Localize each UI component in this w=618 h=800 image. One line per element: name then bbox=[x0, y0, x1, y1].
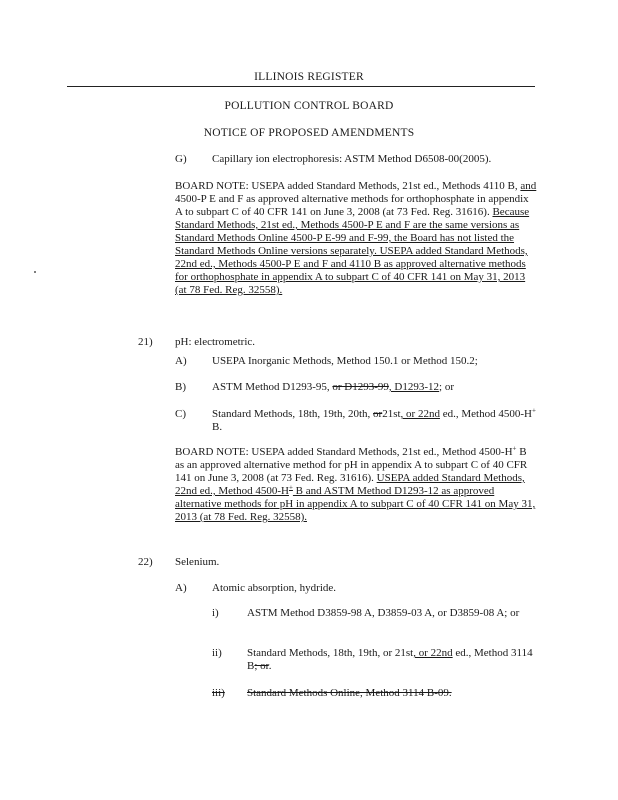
item-22a-number: A) bbox=[175, 582, 187, 594]
item-21-number: 21) bbox=[138, 336, 153, 348]
item-21c-number: C) bbox=[175, 408, 186, 420]
board-note-orthophosphate bbox=[175, 180, 537, 297]
item-22-title: Selenium. bbox=[175, 556, 220, 568]
margin-mark bbox=[34, 271, 36, 273]
item-22a-text: Atomic absorption, hydride. bbox=[212, 582, 337, 594]
item-21-title: pH: electrometric. bbox=[175, 336, 256, 348]
item-22a-iii-struck: Standard Methods Online, Method 3114 B-09. bbox=[247, 687, 452, 699]
note1-text-1: BOARD NOTE: USEPA added Standard Methods, 21st ed., Methods 4110 B, bbox=[175, 180, 521, 192]
item-21b-text-2: ; or bbox=[439, 381, 455, 393]
note2-inserted-2: B and ASTM Method D1293-12 as approved alternative methods for pH in appendix A to subpart C of 40 CFR 141 on May 31, 2013 (at 78 Fed. Reg. 32558). bbox=[175, 485, 536, 523]
item-22a-ii-text-3: . bbox=[268, 660, 272, 672]
board-title: POLLUTION CONTROL BOARD bbox=[224, 100, 394, 112]
item-21c-struck: or bbox=[373, 408, 383, 420]
register-title: ILLINOIS REGISTER bbox=[254, 71, 364, 83]
item-21b-number: B) bbox=[175, 381, 186, 393]
note2-inserted-superscript: + bbox=[288, 483, 293, 492]
note2-text-1: BOARD NOTE: USEPA added Standard Methods, 21st ed., Method 4500-H bbox=[175, 446, 513, 458]
item-22a-iii-number bbox=[212, 687, 225, 700]
item-21c-inserted: , or 22nd bbox=[400, 408, 440, 420]
item-21b-struck: or D1293-99 bbox=[332, 381, 389, 393]
item-21b-text bbox=[212, 381, 542, 394]
board-note-ph bbox=[175, 446, 537, 524]
item-22a-ii-struck: ; or bbox=[254, 660, 269, 672]
item-21b-inserted: , D1293-12 bbox=[388, 381, 440, 393]
item-21c-text-3: ed., Method 4500-H bbox=[439, 408, 532, 420]
item-22a-ii-text-2: ed., Method 3114 B bbox=[247, 647, 533, 672]
header-rule bbox=[67, 86, 535, 87]
note1-text-2: 4500-P E and F as approved alternative methods for orthophosphate in appendix A to subpart C of 40 CFR 141 on June 3, 2008 (at 73 Fed. Reg. 31616). bbox=[175, 193, 529, 218]
note1-inserted-and: and bbox=[520, 180, 537, 192]
item-21c-text-4: B. bbox=[212, 421, 223, 433]
note2-superscript: + bbox=[512, 444, 517, 453]
item-21c-text-2: 21st bbox=[382, 408, 401, 420]
item-22a-ii-number: ii) bbox=[212, 647, 222, 659]
item-22a-i-text: ASTM Method D3859-98 A, D3859-03 A, or D3859-08 A; or bbox=[247, 607, 520, 619]
item-21a-number: A) bbox=[175, 355, 187, 367]
item-22a-i-number: i) bbox=[212, 607, 219, 619]
item-21b-text-1: ASTM Method D1293-95, bbox=[212, 381, 333, 393]
note1-inserted-text: Because Standard Methods, 21st ed., Methods 4500-P E and F are the same versions as Standard Methods Online 4500-P E-99 and F-99, the Board has not listed the Standard Methods Online versions separately. USEPA added Standard Methods, 22nd ed., Methods 4500-P E and F and 4110 B as approved alternative methods for orthophosphate in appendix A to subpart C of 40 CFR 141 on May 31, 2013 (at 78 Fed. Reg. 32558). bbox=[175, 206, 530, 296]
item-21c-superscript: + bbox=[531, 406, 536, 415]
note2-text-2: B as an approved alternative method for pH in appendix A to subpart C of 40 CFR 141 on June 3, 2008 (at 73 Fed. Reg. 31616). bbox=[175, 446, 528, 484]
item-g-number: G) bbox=[175, 153, 187, 165]
notice-title: NOTICE OF PROPOSED AMENDMENTS bbox=[203, 127, 415, 139]
item-22-number: 22) bbox=[138, 556, 153, 568]
item-22a-iii-number-struck: iii) bbox=[212, 687, 225, 699]
item-22a-ii-inserted: , or 22nd bbox=[413, 647, 453, 659]
item-22a-ii-text bbox=[247, 647, 539, 673]
item-g-text: Capillary ion electrophoresis: ASTM Method D6508-00(2005). bbox=[212, 153, 492, 165]
item-21c-text-1: Standard Methods, 18th, 19th, 20th, bbox=[212, 408, 374, 420]
item-22a-iii-text bbox=[247, 687, 539, 700]
item-21c-text bbox=[212, 408, 536, 434]
note2-inserted-1: USEPA added Standard Methods, 22nd ed., Method 4500-H bbox=[175, 472, 525, 497]
item-21a-text: USEPA Inorganic Methods, Method 150.1 or Method 150.2; bbox=[212, 355, 478, 367]
item-22a-ii-text-1: Standard Methods, 18th, 19th, or 21st bbox=[247, 647, 414, 659]
